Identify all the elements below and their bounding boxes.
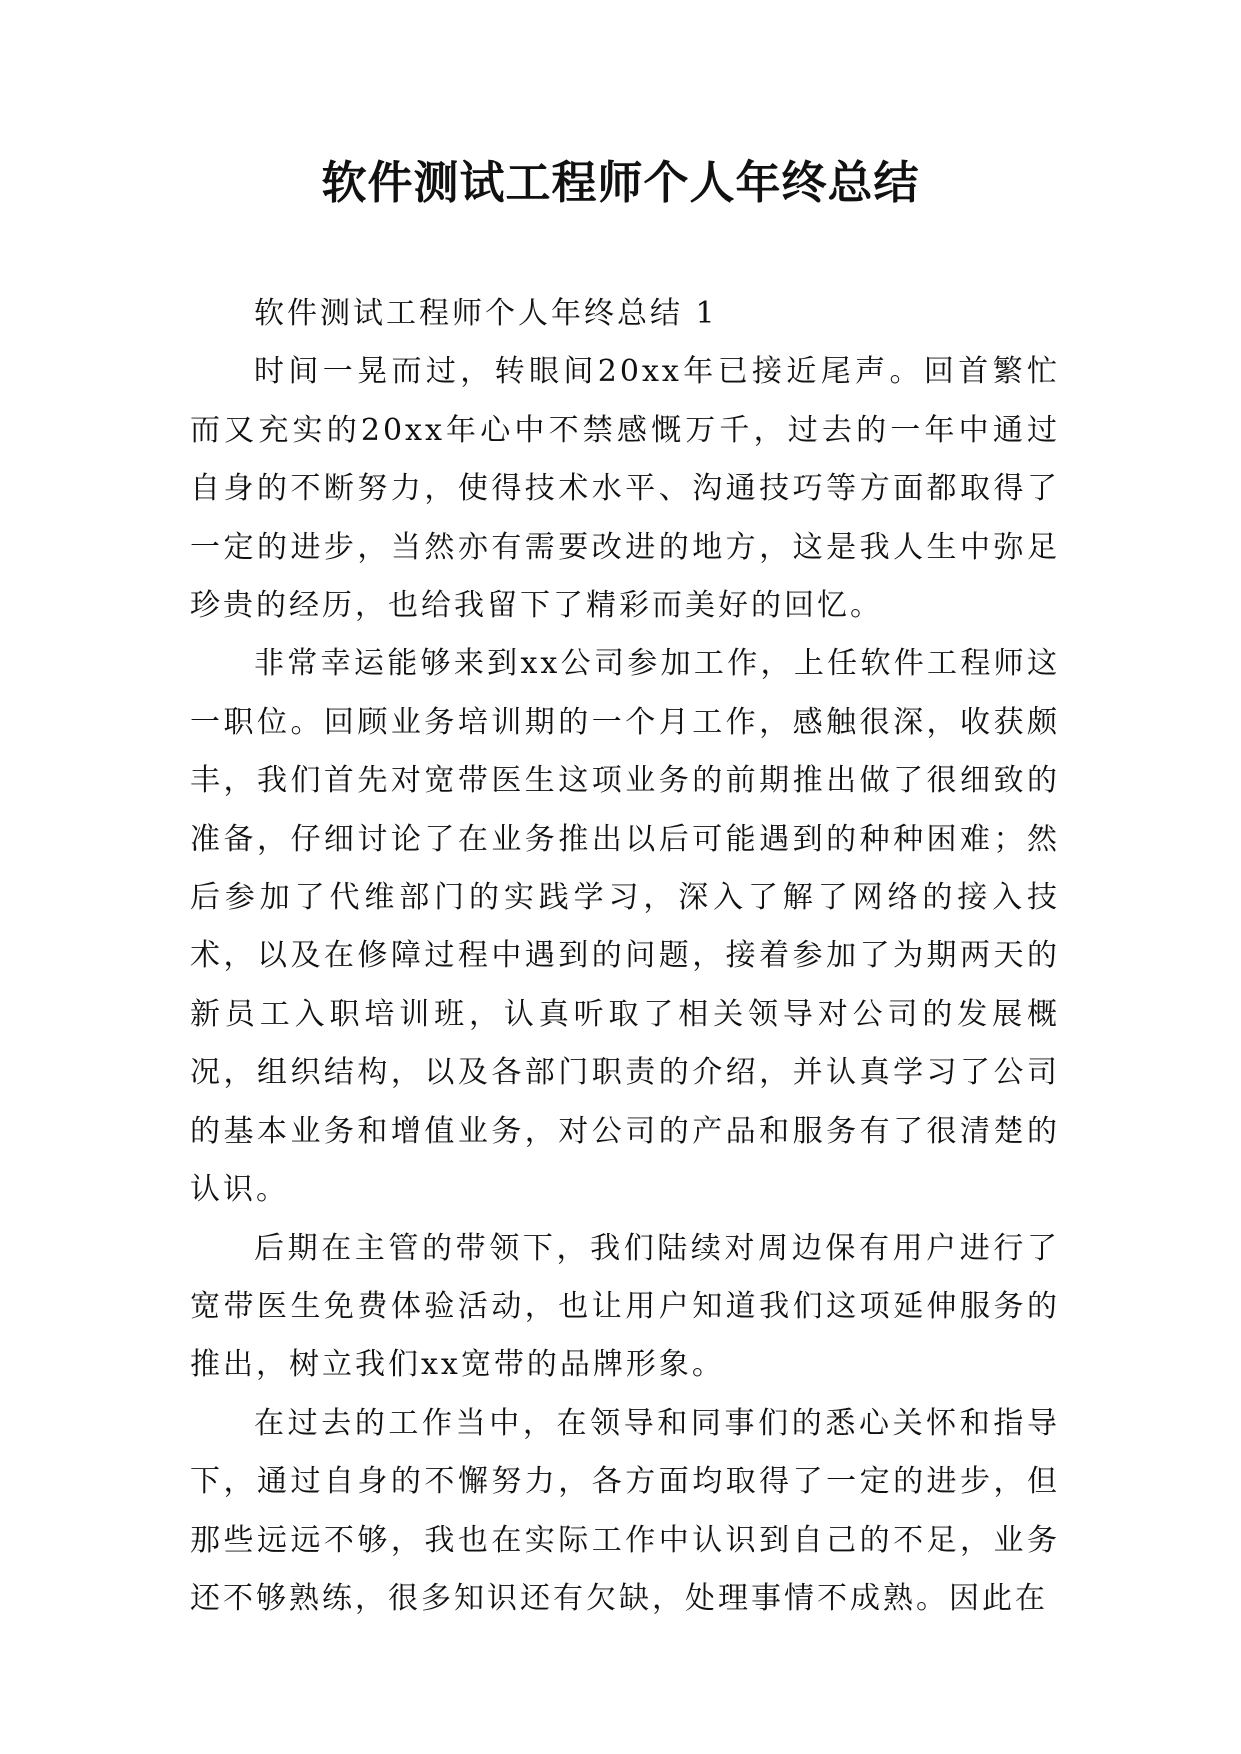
document-body xyxy=(190,285,1060,1628)
section-heading: 软件测试工程师个人年终总结 1 xyxy=(254,296,718,331)
paragraph-3: 后期在主管的带领下，我们陆续对周边保有用户进行了宽带医生免费体验活动，也让用户知道我们这项延伸服务的推出，树立我们xx宽带的品牌形象。 xyxy=(190,1230,1060,1383)
paragraph-2: 非常幸运能够来到xx公司参加工作，上任软件工程师这一职位。回顾业务培训期的一个月工作，感触很深，收获颇丰，我们首先对宽带医生这项业务的前期推出做了很细致的准备，仔细讨论了在业务推出以后可能遇到的种种困难；然后参加了代维部门的实践学习，深入了解了网络的接入技术，以及在修障过程中遇到的问题，接着参加了为期两天的新员工入职培训班，认真听取了相关领导对公司的发展概况，组织结构，以及各部门职责的介绍，并认真学习了公司的基本业务和增值业务，对公司的产品和服务有了很清楚的认识。 xyxy=(190,646,1060,1208)
paragraph-1: 时间一晃而过，转眼间20xx年已接近尾声。回首繁忙而又充实的20xx年心中不禁感慨万千，过去的一年中通过自身的不断努力，使得技术水平、沟通技巧等方面都取得了一定的进步，当然亦有需要改进的地方，这是我人生中弥足珍贵的经历，也给我留下了精彩而美好的回忆。 xyxy=(190,354,1060,624)
paragraph-4: 在过去的工作当中，在领导和同事们的悉心关怀和指导下，通过自身的不懈努力，各方面均取得了一定的进步，但那些远远不够，我也在实际工作中认识到自己的不足，业务还不够熟练，很多知识还有欠缺，处理事情不成熟。因此在 xyxy=(190,1405,1060,1616)
document-title: 软件测试工程师个人年终总结 xyxy=(321,156,920,209)
